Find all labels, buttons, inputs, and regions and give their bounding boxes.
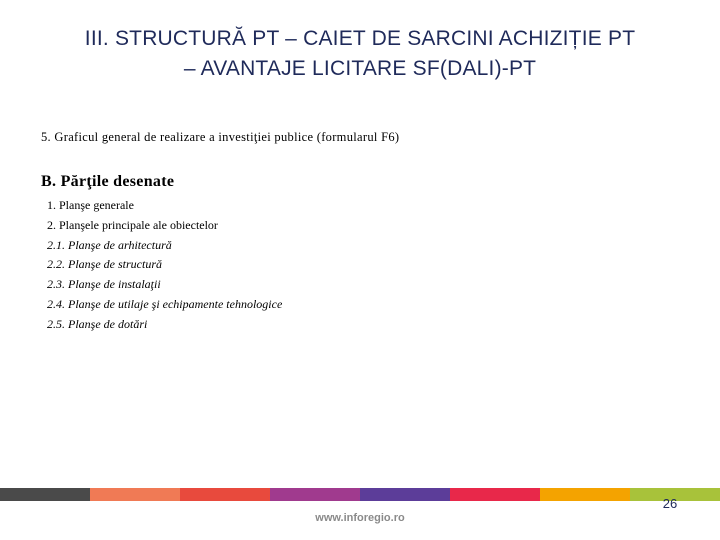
footer-color-bar [0, 488, 720, 501]
list-item: 2.3. Planşe de instalaţii [47, 277, 161, 292]
list-item: 1. Planşe generale [47, 198, 134, 212]
slide-title-line-1: III. STRUCTURĂ PT – CAIET DE SARCINI ACHIZIȚIE PT [84, 27, 636, 50]
color-bar-segment [180, 488, 270, 501]
slide-title-line-2: – AVANTAJE LICITARE SF(DALI)-PT [183, 57, 537, 80]
section-heading: B. Părţile desenate [41, 173, 175, 190]
intro-text: 5. Graficul general de realizare a investiţiei publice (formularul F6) [41, 130, 400, 144]
list-item: 2.4. Planşe de utilaje şi echipamente tehnologice [47, 296, 283, 311]
page-number: 26 [662, 496, 678, 511]
color-bar-segment [270, 488, 360, 501]
list-item: 2.2. Planşe de structură [47, 257, 162, 272]
slide-title [20, 24, 700, 84]
list-item: 2.5. Planşe de dotări [47, 316, 148, 331]
list-item: 2. Planşele principale ale obiectelor [47, 217, 218, 232]
color-bar-segment [90, 488, 180, 501]
footer-url: www.inforegio.ro [315, 512, 405, 524]
color-bar-segment [540, 488, 630, 501]
color-bar-segment [360, 488, 450, 501]
drawings-list [47, 196, 282, 335]
list-item: 2.1. Planşe de arhitectură [47, 237, 172, 252]
color-bar-segment [0, 488, 90, 501]
color-bar-segment [450, 488, 540, 501]
